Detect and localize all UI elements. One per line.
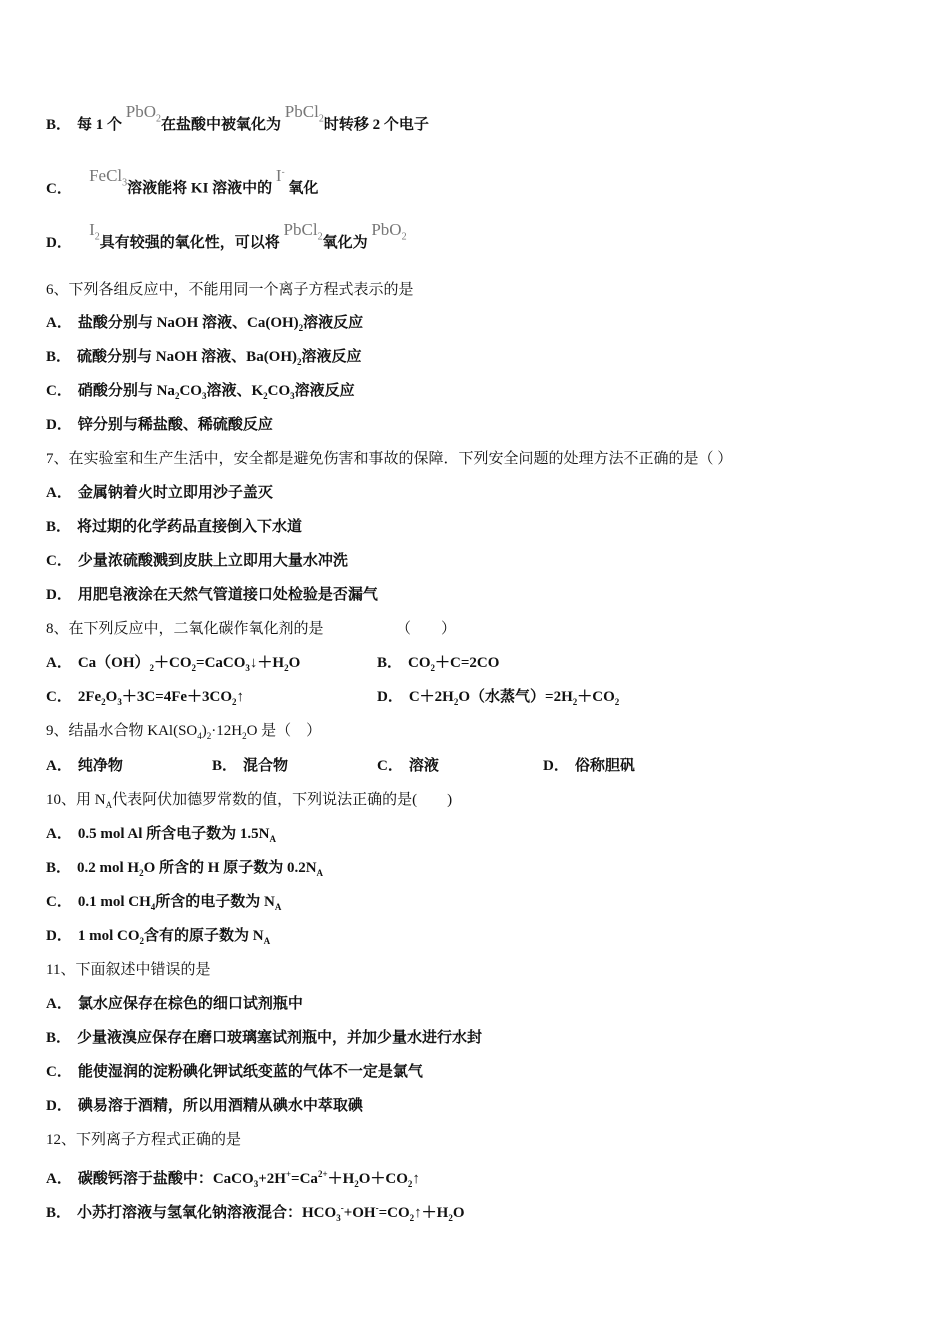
q11-option-d: D． 碘易溶于酒精，所以用酒精从碘水中萃取碘 [46, 1098, 363, 1114]
q7-option-c: C． 少量浓硫酸溅到皮肤上立即用大量水冲洗 [46, 553, 348, 569]
q8-option-c: C． $2Fe_2O_3+3C=4Fe+3CO_2↑$ [46, 689, 245, 707]
q9-option-d: D． 俗称胆矾 [543, 758, 635, 774]
q8-options-row-2 [46, 687, 926, 712]
q8-option-b: B． $CO_2+C=2CO$ [377, 655, 500, 673]
formula-pbo2: PbO$_2$ [371, 220, 407, 243]
q7-option-d: D． 用肥皂液涂在天然气管道接口处检验是否漏气 [46, 587, 378, 603]
q11-option-a: A． 氯水应保存在棕色的细口试剂瓶中 [46, 996, 303, 1012]
q12-stem: 12、下列离子方程式正确的是 [46, 1132, 242, 1148]
formula-i2: $I_2$ [89, 220, 100, 243]
q6-stem: 6、下列各组反应中，不能用同一个离子方程式表示的是 [46, 282, 414, 298]
formula-pbcl2: PbCl$_2$ [284, 102, 324, 125]
q12-option-b: B． 小苏打溶液与氢氧化钠溶液混合：$HCO_3^-+OH^-=CO_2↑+H_2O$ [46, 1203, 465, 1223]
q8-option-a: A． $Ca(OH)_2+CO_2=CaCO_3↓+H_2O$ [46, 655, 301, 673]
q9-option-a: A． 纯净物 [46, 758, 123, 774]
q11-option-b: B． 少量液溴应保存在磨口玻璃塞试剂瓶中，并加少量水进行水封 [46, 1030, 483, 1046]
q10-option-d: D． 1 mol $CO_2$含有的原子数为 $N_A$ [46, 928, 271, 946]
q9-stem: 9、结晶水合物 $KAl(SO_4)_2\cdot 12H_2O$ 是（ ） [46, 723, 322, 741]
formula-pbcl2: PbCl$_2$ [283, 220, 323, 243]
q5-option-b: B． 每 1 个 PbO$_2$在盐酸中被氧化为 PbCl$_2$时转移 2 个电子 [46, 102, 429, 133]
q8-stem: 8、在下列反应中，二氧化碳作氧化剂的是 （ ） [46, 621, 457, 637]
q11-option-c: C． 能使湿润的淀粉碘化钾试纸变蓝的气体不一定是氯气 [46, 1064, 423, 1080]
q10-option-c: C． 0.1 mol $CH_4$所含的电子数为 $N_A$ [46, 894, 282, 912]
q7-option-b: B． 将过期的化学药品直接倒入下水道 [46, 519, 303, 535]
formula-fecl3: FeCl$_3$ [89, 165, 128, 189]
q10-option-b: B． 0.2 mol $H_2O$ 所含的 H 原子数为 $0.2N_A$ [46, 860, 324, 878]
q8-option-d: D． $C+2H_2O$（水蒸气）$=2H_2+CO_2$ [377, 689, 620, 707]
answer-blank: （ ） [396, 621, 457, 637]
q9-option-b: B． 混合物 [212, 758, 289, 774]
q9-option-c: C． 溶液 [377, 758, 439, 774]
q6-option-b: B． 硫酸分别与 NaOH 溶液、$Ba(OH)_2$溶液反应 [46, 349, 362, 367]
q6-option-c: C． 硝酸分别与 $Na_2CO_3$溶液、$K_2CO_3$溶液反应 [46, 383, 355, 401]
q5-option-d: D． $I_2$具有较强的氧化性，可以将 PbCl$_2$氧化为 PbO$_2$ [46, 220, 407, 251]
q12-option-a: A． 碳酸钙溶于盐酸中：$CaCO_3+2H^+=Ca^{2+}+H_2O+CO_2↑$ [46, 1169, 420, 1189]
q7-option-a: A． 金属钠着火时立即用沙子盖灭 [46, 485, 273, 501]
q6-option-d: D． 锌分别与稀盐酸、稀硫酸反应 [46, 417, 273, 433]
q10-option-a: A． 0.5 mol Al 所含电子数为 $1.5N_A$ [46, 826, 277, 844]
q7-stem: 7、在实验室和生产生活中，安全都是避免伤害和事故的保障．下列安全问题的处理方法不正确的是（ ） [46, 451, 733, 467]
q5-option-c: C． FeCl$_3$溶液能将 KI 溶液中的 I- 氧化 [46, 165, 319, 197]
q8-options-row-1 [46, 653, 926, 678]
q10-stem: 10、用 $N_A$代表阿伏加德罗常数的值，下列说法正确的是( ) [46, 792, 453, 810]
formula-iodide: I- [275, 165, 285, 185]
q11-stem: 11、下面叙述中错误的是 [46, 962, 211, 978]
formula-pbo2: PbO$_2$ [125, 102, 162, 125]
q6-option-a: A． 盐酸分别与 NaOH 溶液、$Ca(OH)_2$溶液反应 [46, 315, 364, 333]
